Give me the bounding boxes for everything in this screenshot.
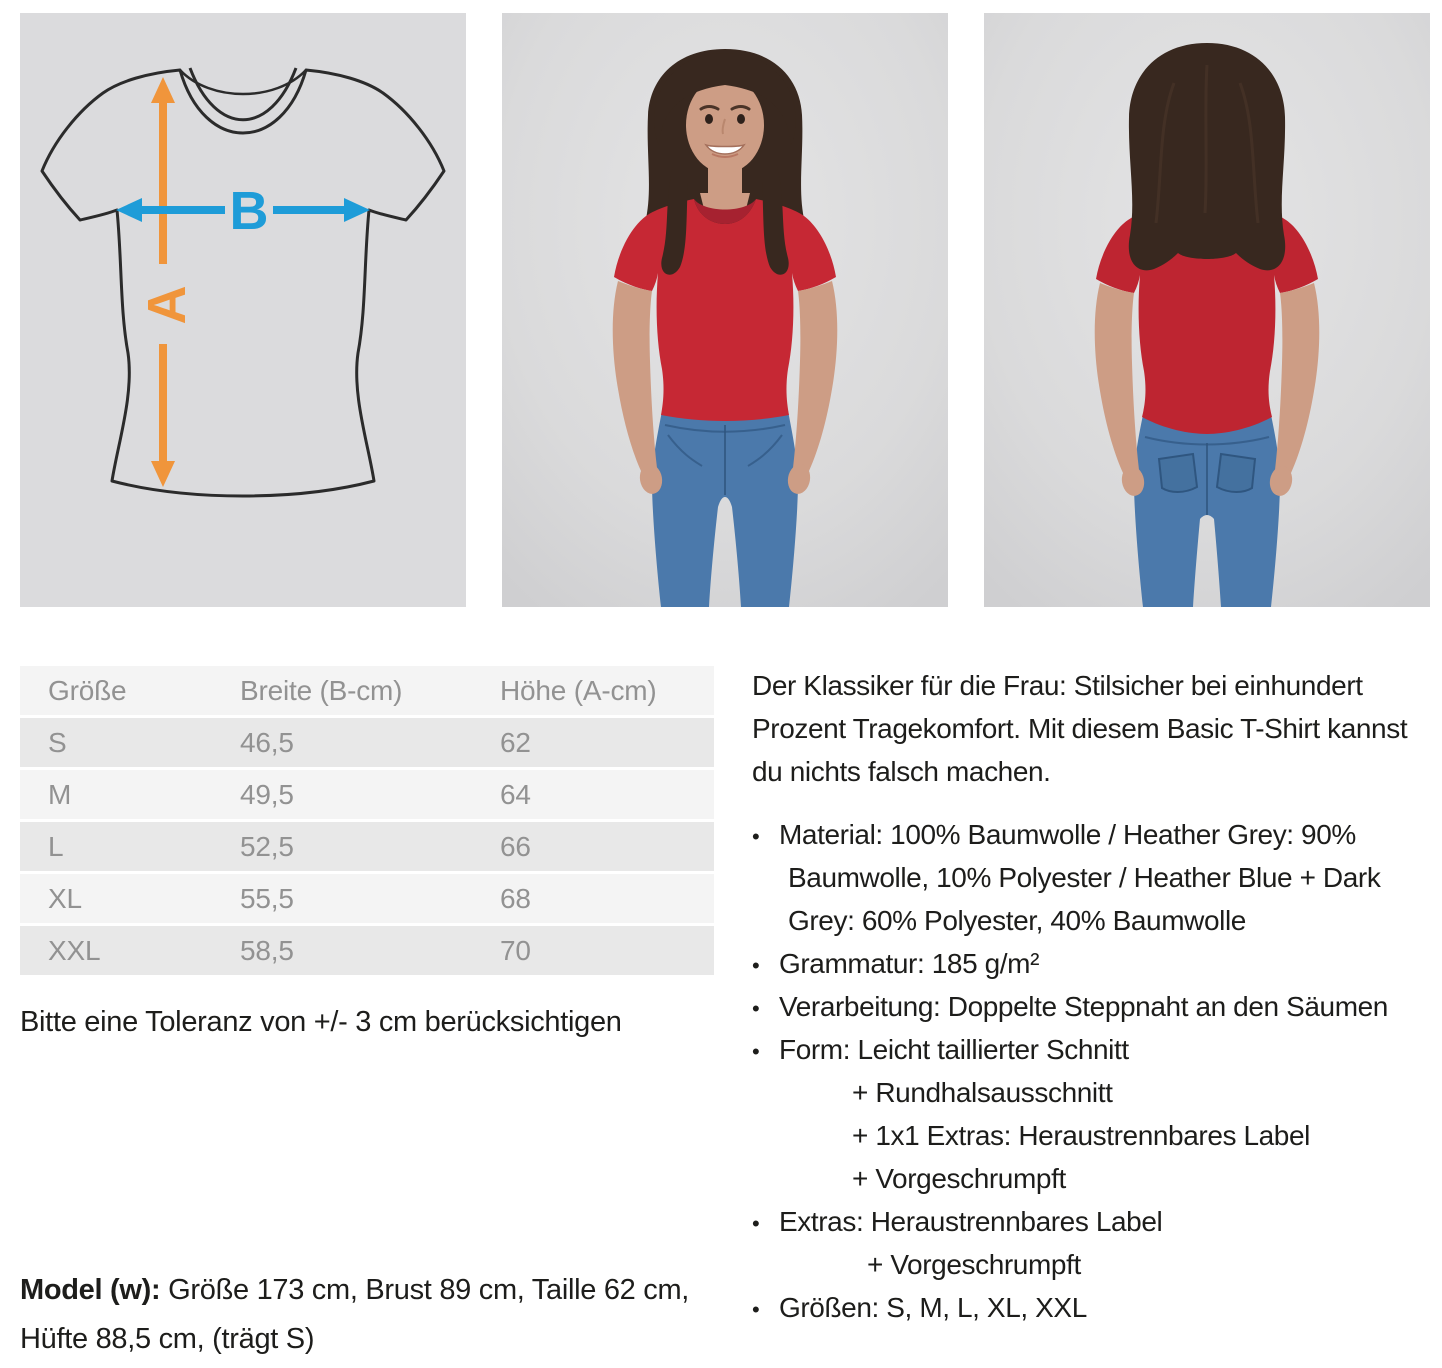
size-cell: XL	[48, 883, 82, 914]
model-back-photo	[984, 13, 1430, 607]
description-line: Grey: 60% Polyester, 40% Baumwolle	[788, 905, 1246, 936]
table-row	[20, 718, 714, 767]
diagram-background	[20, 13, 466, 607]
table-row	[20, 770, 714, 819]
hoehe-cell: 64	[500, 779, 531, 810]
description-line: • Verarbeitung: Doppelte Steppnaht an den Säumen	[752, 985, 1442, 1028]
hoehe-cell: 70	[500, 935, 531, 966]
description-line: • Form: Leicht taillierter Schnitt	[752, 1028, 1442, 1071]
size-cell: S	[48, 727, 67, 758]
size-table	[20, 666, 714, 978]
bullet-icon: •	[752, 824, 760, 849]
bullet-icon: •	[752, 1297, 760, 1322]
bullet-icon: •	[752, 1039, 760, 1064]
table-header-row	[20, 666, 714, 715]
bullet-icon: •	[752, 953, 760, 978]
table-header-hoehe: Höhe (A-cm)	[500, 675, 657, 706]
description-line: • Größen: S, M, L, XL, XXL	[752, 1286, 1442, 1329]
measure-b-label: B	[229, 181, 269, 241]
hoehe-cell: 68	[500, 883, 531, 914]
table-header-groesse: Größe	[48, 675, 127, 706]
size-diagram-panel	[20, 13, 466, 607]
description-line: du nichts falsch machen.	[752, 756, 1051, 787]
model-info-label: Model (w):	[20, 1274, 161, 1306]
model-info	[20, 1266, 689, 1364]
description-line: • Extras: Heraustrennbares Label	[752, 1200, 1442, 1243]
model-front-photo	[502, 13, 948, 607]
table-row	[20, 874, 714, 923]
product-description	[752, 664, 1442, 1329]
tolerance-note: Bitte eine Toleranz von +/- 3 cm berücksichtigen	[20, 1006, 622, 1038]
description-line: Der Klassiker für die Frau: Stilsicher bei einhundert	[752, 670, 1363, 701]
front-photo-illustration	[502, 13, 948, 607]
size-cell: M	[48, 779, 72, 810]
description-line: • Material: 100% Baumwolle / Heather Grey: 90%	[752, 813, 1442, 856]
breite-cell: 58,5	[240, 935, 294, 966]
hoehe-cell: 66	[500, 831, 531, 862]
breite-cell: 52,5	[240, 831, 294, 862]
breite-cell: 49,5	[240, 779, 294, 810]
description-line: • Grammatur: 185 g/m²	[752, 942, 1442, 985]
description-line: + Vorgeschrumpft	[852, 1163, 1066, 1194]
back-photo-illustration	[984, 13, 1430, 607]
breite-cell: 46,5	[240, 727, 294, 758]
table-header-breite: Breite (B-cm)	[240, 675, 403, 706]
bullet-icon: •	[752, 1211, 760, 1236]
table-row	[20, 926, 714, 975]
measure-a-label: A	[137, 285, 197, 325]
description-line: + Vorgeschrumpft	[867, 1249, 1081, 1280]
description-line: + 1x1 Extras: Heraustrennbares Label	[852, 1120, 1310, 1151]
description-line: Prozent Tragekomfort. Mit diesem Basic T-Shirt kannst	[752, 713, 1408, 744]
hoehe-cell: 62	[500, 727, 531, 758]
table-row	[20, 822, 714, 871]
size-cell: XXL	[48, 935, 101, 966]
model-info-line2: Hüfte 88,5 cm, (trägt S)	[20, 1323, 315, 1355]
model-info-line1: Model (w): Größe 173 cm, Brust 89 cm, Taille 62 cm,	[20, 1274, 690, 1306]
size-cell: L	[48, 831, 64, 862]
breite-cell: 55,5	[240, 883, 294, 914]
description-line: Baumwolle, 10% Polyester / Heather Blue + Dark	[788, 862, 1381, 893]
tshirt-measurement-diagram	[20, 13, 466, 607]
description-line: + Rundhalsausschnitt	[852, 1077, 1113, 1108]
bullet-icon: •	[752, 996, 760, 1021]
